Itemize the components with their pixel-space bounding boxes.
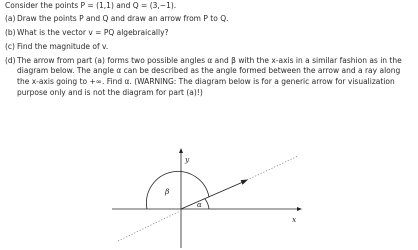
y-axis-label: y: [185, 155, 190, 164]
question-c-label: (c): [5, 41, 15, 51]
angle-diagram-svg: [112, 148, 302, 248]
question-b-label: (b): [5, 28, 16, 38]
question-a: [5, 14, 415, 25]
x-axis-label: x: [292, 215, 297, 224]
question-b: [5, 28, 415, 39]
question-a-label: (a): [5, 14, 16, 24]
question-a-text: Draw the points P and Q and draw an arrow from P to Q.: [17, 14, 229, 24]
beta-label: β: [165, 187, 170, 196]
question-c-text: Find the magnitude of v.: [17, 41, 109, 51]
alpha-label: α: [197, 201, 202, 209]
question-d: [5, 56, 415, 99]
question-d-text: The arrow from part (a) forms two possible angles α and β with the x-axis in a similar fashion as in the diagram below. The angle α can be described as the angle formed between the arrow and a ray along the x-axis going to +∞. Find α. (WARNING: The diagram below is for a generic arrow for visualization purpose only and is not the diagram for part (a)!): [17, 55, 402, 98]
alpha-arc: [205, 199, 209, 209]
generic-arrow-head: [241, 180, 248, 185]
problem-text: [5, 1, 415, 102]
dotted-extension-lower: [118, 211, 180, 241]
question-d-label: (d): [5, 55, 16, 65]
question-c: [5, 42, 415, 53]
angle-diagram: [112, 148, 302, 248]
x-axis-arrowhead: [297, 207, 302, 211]
generic-arrow: [181, 182, 243, 209]
problem-intro: Consider the points P = (1,1) and Q = (3,−1).: [5, 1, 177, 10]
question-b-text: What is the vector v = PQ algebraically?: [17, 28, 169, 38]
y-axis-arrowhead: [179, 148, 183, 153]
dotted-extension-upper: [247, 156, 298, 180]
